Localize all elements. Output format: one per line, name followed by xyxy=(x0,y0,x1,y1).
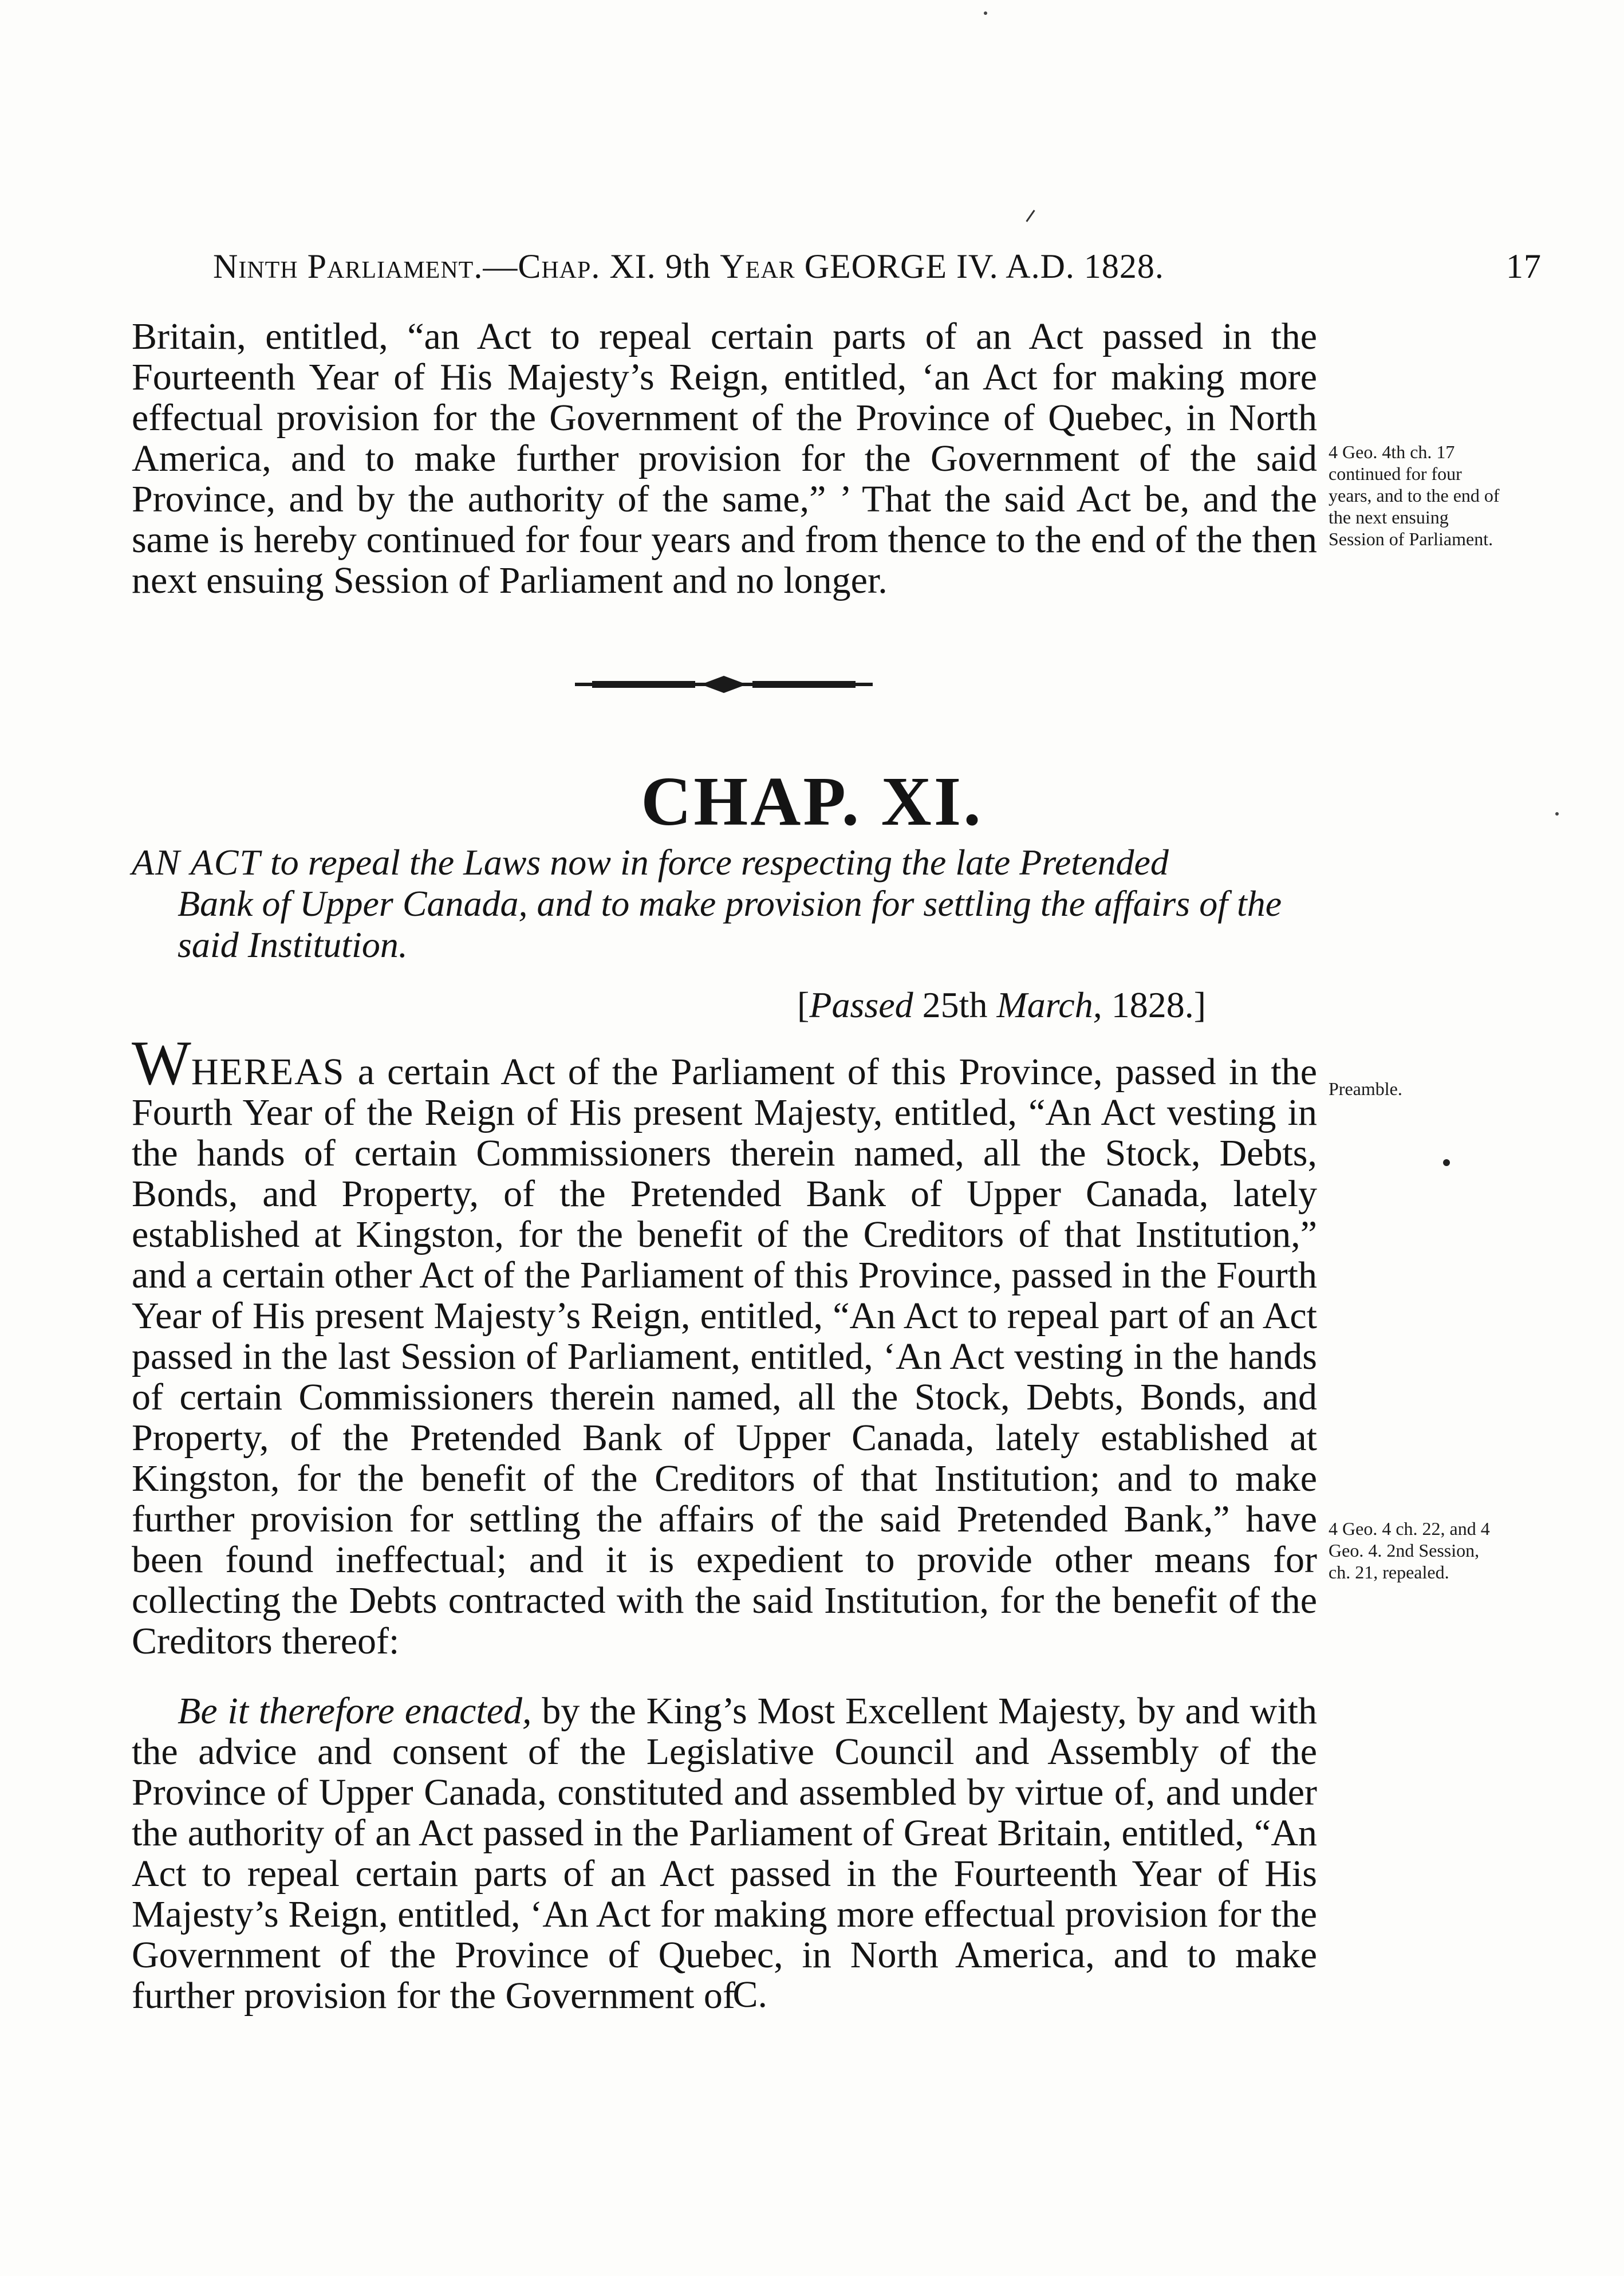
print-speck xyxy=(984,11,987,15)
ornamental-divider xyxy=(575,676,873,693)
divider-diamond xyxy=(701,676,747,693)
passed-date: [Passed 25th March, 1828.] xyxy=(797,985,1206,1025)
margin-note-continuation: 4 Geo. 4th ch. 17 continued for four years, and to the end of the next ensuing Session of Parliament. xyxy=(1329,442,1500,549)
header-chap: Chap. xyxy=(518,247,601,285)
header-parliament: Ninth Parliament xyxy=(213,247,474,285)
signature-mark: C. xyxy=(732,1974,767,2015)
passed-month: March, xyxy=(996,985,1102,1025)
act-title-first: to repeal the Laws now in force respecting the late Pretended xyxy=(261,842,1169,883)
header-chap-num: XI. 9th xyxy=(600,247,720,285)
passed-word: Passed xyxy=(809,985,913,1025)
print-speck xyxy=(1555,812,1559,816)
drop-initial: W xyxy=(132,1028,191,1098)
divider-thick-left xyxy=(592,681,695,688)
preamble-paragraph xyxy=(132,1028,1317,1662)
act-title xyxy=(132,842,1317,966)
passed-day: 25th xyxy=(913,985,997,1025)
preamble-caps: HEREAS xyxy=(191,1051,345,1093)
margin-note-repealed: 4 Geo. 4 ch. 22, and 4 Geo. 4. 2nd Session, ch. 21, repealed. xyxy=(1329,1518,1490,1582)
divider-thick-right xyxy=(752,681,856,688)
margin-note-preamble: Preamble. xyxy=(1329,1078,1402,1099)
header-dash: .— xyxy=(474,247,518,285)
continuation-text: Britain, entitled, “an Act to repeal certain parts of an Act passed in the Fourteenth Year of His Majesty’s Reign, entitled, ‘an Act for making more effectual provision for the Government of the Province of Quebec, in North America, and to make further provision for the Government of the said Province, and by the authority of the same,” ’ That the said Act be, and the same is hereby continued for four years and from thence to the end of the then next ensuing Session of Parliament and no longer. xyxy=(132,316,1317,601)
continuation-paragraph xyxy=(132,316,1317,601)
header-year: Year xyxy=(720,247,795,285)
act-title-lead: AN ACT xyxy=(132,842,261,883)
running-header xyxy=(213,241,1542,292)
print-speck xyxy=(1443,1159,1450,1166)
passed-year: 1828. xyxy=(1102,985,1194,1025)
chapter-heading: CHAP. XI. xyxy=(641,763,983,840)
pen-mark xyxy=(1026,210,1035,222)
preamble-text: a certain Act of the Parliament of this Province, passed in the Fourth Year of the Reign of His present Majesty, entitled, “An Act vesting in the hands of certain Commissioners therein named, all the Stock, Debts, Bonds, and Property, of the Pretended Bank of Upper Canada, lately established at Kingston, for the benefit of the Creditors of that Institution,” and a certain other Act of the Parliament of this Province, passed in the Fourth Year of His present Majesty’s Reign, entitled, “An Act to repeal part of an Act passed in the last Session of Parliament, entitled, ‘An Act vesting in the hands of certain Commissioners therein named, all the Stock, Debts, Bonds, and Property, of the Pretended Bank of Upper Canada, lately established at Kingston, for the benefit of the Creditors of that Institution; and to make further provision for settling the affairs of the said Pretended Bank,” have been found ineffectual; and it is expedient to provide other means for collecting the Debts contracted with the said Institution, for the benefit of the Creditors thereof: xyxy=(132,1051,1317,1662)
enacting-lead: Be it therefore enacted, xyxy=(178,1690,532,1732)
act-title-rest: Bank of Upper Canada, and to make provision for settling the affairs of the said Institution. xyxy=(178,883,1282,965)
page-number: 17 xyxy=(1506,247,1542,285)
enacting-text: by the King’s Most Excellent Majesty, by and with the advice and consent of the Legislative Council and Assembly of the Province of Upper Canada, constituted and assembled by virtue of, and under the authority of an Act passed in the Parliament of Great Britain, entitled, “An Act to repeal certain parts of an Act passed in the Fourteenth Year of His Majesty’s Reign, entitled, ‘An Act for making more effectual provision for the Government of the Province of Quebec, in North America, and to make further provision for the Government of xyxy=(132,1690,1317,2017)
header-reign: GEORGE IV. A.D. 1828. xyxy=(795,247,1164,285)
enacting-paragraph xyxy=(132,1691,1317,2016)
